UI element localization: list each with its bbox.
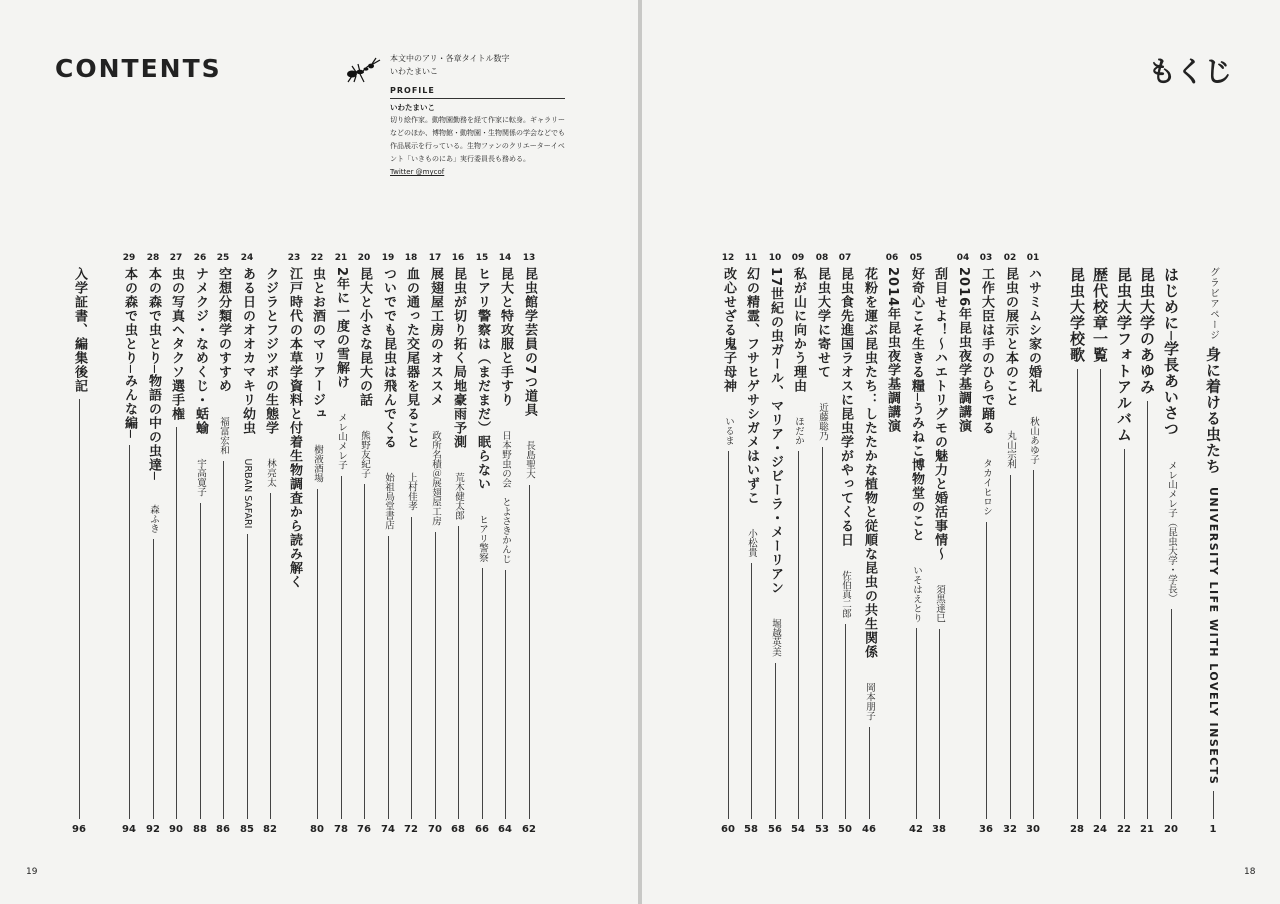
entry-text <box>447 267 469 520</box>
entry-number: 07 <box>838 253 852 263</box>
entry-title: 歴代校章一覧 <box>1091 267 1109 363</box>
entry-text <box>283 267 305 589</box>
feature-entry[interactable] <box>1066 253 1088 835</box>
entry-author: 始祖鳥堂書店 <box>383 463 394 530</box>
entry-title: 血の通った交尾器を見ること <box>404 267 419 449</box>
leader-line <box>411 517 412 820</box>
entry-page-number: 80 <box>310 824 324 835</box>
entry-number: 08 <box>815 253 829 263</box>
entry-text <box>142 267 164 533</box>
entry-author: 須黒達巳 <box>934 575 945 623</box>
entry-author: 長島聖大 <box>524 431 535 479</box>
leader-line <box>1147 401 1148 819</box>
leader-line <box>1100 369 1101 819</box>
entry-author: 樹液酒場 <box>312 435 323 483</box>
entry-title: ハサミムシ家の婚礼 <box>1026 267 1041 393</box>
right-toc-entry[interactable] <box>975 253 997 835</box>
entry-text <box>494 267 516 564</box>
leader-line <box>751 563 752 819</box>
entry-text <box>189 267 211 497</box>
entry-author: いるま <box>723 407 734 445</box>
entry-number: 22 <box>310 253 324 263</box>
entry-title: クジラとフジツボの生態学 <box>263 267 278 435</box>
entry-text <box>377 267 399 530</box>
entry-title: 好奇心こそ生きる糧─うみねこ博物堂のこと <box>909 267 924 542</box>
entry-text <box>165 267 187 421</box>
entry-page-number: 96 <box>72 824 86 835</box>
entry-number: 16 <box>451 253 465 263</box>
entry-text <box>740 267 762 557</box>
entry-title: 2016年昆虫夜学基調講演 <box>956 267 971 434</box>
entry-page-number: 64 <box>498 824 512 835</box>
entry-page-number: 60 <box>721 824 735 835</box>
entry-author: 宇高寛子 <box>195 449 206 497</box>
entry-number: 18 <box>404 253 418 263</box>
entry-page-number: 28 <box>1070 824 1084 835</box>
entry-author: 荒木健太郎 <box>453 463 464 520</box>
entry-text <box>905 267 927 622</box>
illustration-credit <box>390 52 510 78</box>
entry-text <box>306 267 328 483</box>
leader-line <box>505 570 506 820</box>
entry-text <box>1160 267 1182 603</box>
entry-number: 06 <box>885 253 899 263</box>
entry-title: 昆大と特攻服と手すり <box>498 267 513 407</box>
entry-text <box>952 267 974 433</box>
entry-page-number: 50 <box>838 824 852 835</box>
entry-number: 12 <box>721 253 735 263</box>
leader-line <box>1213 791 1214 819</box>
left-toc-entry[interactable] <box>424 253 446 835</box>
entry-title: 虫の写真ヘタクソ選手権 <box>169 267 184 421</box>
entry-title: 昆虫の展示と本のこと <box>1003 267 1018 407</box>
entry-number: 15 <box>475 253 489 263</box>
entry-author: タカイヒロシ <box>981 449 992 516</box>
entry-text <box>811 267 833 441</box>
entry-text <box>1113 267 1135 443</box>
left-page <box>0 0 638 904</box>
leader-line <box>1077 369 1078 819</box>
right-toc-entry[interactable] <box>881 253 903 835</box>
entry-page-number: 86 <box>216 824 230 835</box>
entry-title: 17世紀の虫ガール、マリア・ジビーラ・メーリアン <box>768 267 783 596</box>
entry-author: ほだか <box>793 407 804 445</box>
entry-author: 岡本朋子 <box>864 673 875 721</box>
profile-name: いわたまいこ <box>390 103 435 112</box>
ant-icon <box>346 54 386 84</box>
gravure-label: グラビアページ <box>1208 267 1219 341</box>
leader-line <box>388 536 389 820</box>
right-toc-entry[interactable] <box>905 253 927 835</box>
left-toc-entry[interactable] <box>353 253 375 835</box>
right-toc-entry[interactable] <box>999 253 1021 835</box>
page-number-left: 19 <box>26 867 38 877</box>
entry-text <box>1022 267 1044 464</box>
profile-text: 切り絵作家。動物園勤務を経て作家に転身。ギャラリーなどのほか、博物館・動物園・生物関係の学会などでも作品展示を行っている。生物ファンのクリエーターイベント「いきものにあ」実行委員長も務める。 <box>390 116 565 163</box>
entry-page-number: 54 <box>791 824 805 835</box>
right-toc-entry[interactable] <box>811 253 833 835</box>
leader-line <box>223 461 224 820</box>
profile-heading: PROFILE <box>390 84 565 99</box>
leader-line <box>1124 449 1125 819</box>
leader-line <box>1171 609 1172 819</box>
entry-title: ヒアリ警察は（まだまだ）眠らない <box>475 267 490 491</box>
leader-line <box>482 568 483 819</box>
entry-page-number: 62 <box>522 824 536 835</box>
entry-page-number: 90 <box>169 824 183 835</box>
entry-author: 佐伯真二郎 <box>840 561 851 618</box>
entry-number: 11 <box>744 253 758 263</box>
entry-title: 本の森で虫とり─物語の中の虫達─ <box>146 267 161 481</box>
entry-author: 福富宏和 <box>218 407 229 455</box>
entry-author: 小松貴 <box>746 519 757 557</box>
leader-line <box>775 663 776 819</box>
entry-text <box>471 267 493 562</box>
entry-title: 花粉を運ぶ昆虫たち：したたかな植物と従順な昆虫の共生関係 <box>862 267 877 659</box>
entry-author: 堀越英美 <box>770 609 781 657</box>
left-toc-entry[interactable] <box>330 253 352 835</box>
entry-title: 虫とお酒のマリアージュ <box>310 267 325 421</box>
entry-page-number: 32 <box>1003 824 1017 835</box>
entry-page-number: 70 <box>428 824 442 835</box>
entry-text <box>975 267 997 516</box>
entry-page-number: 22 <box>1117 824 1131 835</box>
entry-text <box>259 267 281 487</box>
entry-page-number: 88 <box>193 824 207 835</box>
entry-page-number: 46 <box>862 824 876 835</box>
left-toc-entry[interactable] <box>400 253 422 835</box>
entry-title: 空想分類学のすすめ <box>216 267 231 393</box>
entry-author: ヒアリ警察 <box>477 505 488 562</box>
entry-title: 2年に一度の雪解け <box>334 267 349 390</box>
credit-line-1: 本文中のアリ・各章タイトル数字 <box>390 54 510 63</box>
entry-page-number: 38 <box>932 824 946 835</box>
entry-author: URBAN SAFARI <box>242 449 253 529</box>
entry-page-number: 20 <box>1164 824 1178 835</box>
entry-title: 身に着ける虫たち <box>1204 346 1222 475</box>
entry-number: 01 <box>1026 253 1040 263</box>
entry-text <box>518 267 540 479</box>
right-page <box>642 0 1280 904</box>
entry-number: 25 <box>216 253 230 263</box>
entry-text <box>212 267 234 455</box>
entry-text <box>1089 267 1111 363</box>
left-toc-entry[interactable] <box>494 253 516 835</box>
left-toc-entry[interactable] <box>165 253 187 835</box>
entry-page-number: 76 <box>357 824 371 835</box>
leader-line <box>939 629 940 820</box>
entry-text <box>928 267 950 623</box>
mokuji-title: もくじ <box>1148 55 1233 88</box>
entry-author: 丸山宗利 <box>1005 421 1016 469</box>
entry-number: 04 <box>956 253 970 263</box>
entry-author: 近藤聡乃 <box>817 393 828 441</box>
entry-text <box>787 267 809 445</box>
leader-line <box>79 399 80 819</box>
entry-title: 入学証書、編集後記 <box>72 267 87 393</box>
entry-title: 昆虫が切り拓く局地豪雨予測 <box>451 267 466 449</box>
leader-line <box>529 485 530 819</box>
entry-author: 森ふき <box>148 494 159 533</box>
leader-line <box>798 451 799 819</box>
left-toc-entry[interactable] <box>212 253 234 835</box>
left-toc-entry[interactable] <box>189 253 211 835</box>
gravure-entry[interactable] <box>1202 253 1224 835</box>
left-toc-entry[interactable] <box>471 253 493 835</box>
left-toc-entry[interactable] <box>518 253 540 835</box>
left-toc-entry[interactable] <box>306 253 328 835</box>
entry-title: ついででも昆虫は飛んでくる <box>381 267 396 449</box>
entry-title: ある日のオオカマキリ幼虫 <box>240 267 255 435</box>
right-toc-entry[interactable] <box>1022 253 1044 835</box>
contents-title: CONTENTS <box>55 54 222 83</box>
leader-line <box>247 534 248 819</box>
entry-title: 刮目せよ！〜ハエトリグモの魅力と婚活事情〜 <box>932 267 947 561</box>
leader-line <box>822 447 823 820</box>
entry-page-number: 85 <box>240 824 254 835</box>
credit-line-2: いわたまいこ <box>390 67 438 76</box>
entry-page-number: 36 <box>979 824 993 835</box>
leader-line <box>153 539 154 819</box>
entry-page-number: 42 <box>909 824 923 835</box>
leader-line <box>341 476 342 819</box>
leader-line <box>845 624 846 819</box>
entry-text <box>353 267 375 478</box>
entry-text <box>1066 267 1088 363</box>
entry-title: 本の森で虫とり─みんな編─ <box>122 267 137 439</box>
leader-line <box>1010 475 1011 820</box>
entry-page-number: 66 <box>475 824 489 835</box>
entry-title: 幻の精霊、フサヒゲサシガメはいずこ <box>744 267 759 505</box>
leader-line <box>270 493 271 819</box>
entry-page-number: 58 <box>744 824 758 835</box>
entry-page-number: 1 <box>1209 824 1217 835</box>
entry-page-number: 30 <box>1026 824 1040 835</box>
entry-author: 上村佳孝 <box>406 463 417 511</box>
entry-title: 昆虫大学フォトアルバム <box>1115 267 1133 443</box>
entry-title: 工作大臣は手のひらで踊る <box>979 267 994 435</box>
leader-line <box>1033 470 1034 819</box>
leader-line <box>176 427 177 819</box>
profile-block <box>390 84 565 179</box>
entry-title: 江戸時代の本草学資料と付着生物調査から読み解く <box>287 267 302 589</box>
entry-title: 展翅屋工房のオススメ <box>428 267 443 407</box>
right-toc-entry[interactable] <box>717 253 739 835</box>
entry-text <box>118 267 140 439</box>
entry-number: 23 <box>287 253 301 263</box>
leader-line <box>317 489 318 820</box>
entry-author: 日本野虫の会 とよさきかんじ <box>500 421 511 564</box>
left-toc-entry[interactable] <box>68 253 90 835</box>
leader-line <box>200 503 201 820</box>
feature-entry[interactable] <box>1089 253 1111 835</box>
entry-title: 昆虫館学芸員の7つ道具 <box>522 267 537 418</box>
entry-text <box>1136 267 1158 395</box>
right-toc-entry[interactable] <box>764 253 786 835</box>
entry-text <box>68 267 90 393</box>
entry-title: 昆虫大学のあゆみ <box>1138 267 1156 395</box>
entry-page-number: 56 <box>768 824 782 835</box>
entry-title: 私が山に向かう理由 <box>791 267 806 393</box>
leader-line <box>728 451 729 819</box>
entry-text <box>834 267 856 618</box>
entry-text <box>764 267 786 657</box>
leader-line <box>986 522 987 820</box>
entry-number: 09 <box>791 253 805 263</box>
entry-page-number: 92 <box>146 824 160 835</box>
entry-page-number: 94 <box>122 824 136 835</box>
entry-text <box>1202 267 1224 785</box>
leader-line <box>129 445 130 819</box>
leader-line <box>364 484 365 819</box>
entry-page-number: 74 <box>381 824 395 835</box>
left-toc-entry[interactable] <box>259 253 281 835</box>
entry-title: はじめに─学長あいさつ <box>1162 267 1180 438</box>
entry-number: 28 <box>146 253 160 263</box>
left-toc-entry[interactable] <box>118 253 140 835</box>
entry-number: 27 <box>169 253 183 263</box>
feature-entry[interactable] <box>1113 253 1135 835</box>
entry-text <box>717 267 739 445</box>
entry-author: メレ山メレ子（昆虫大学・学長） <box>1166 451 1177 604</box>
left-toc-entry[interactable] <box>447 253 469 835</box>
entry-title: 昆大と小さな昆大の話 <box>357 267 372 407</box>
page-number-right: 18 <box>1244 867 1256 877</box>
entry-number: 20 <box>357 253 371 263</box>
left-toc-entry[interactable] <box>236 253 258 835</box>
entry-number: 13 <box>522 253 536 263</box>
entry-author: メレ山メレ子 <box>336 403 347 470</box>
entry-text <box>400 267 422 511</box>
entry-author: 林亮太 <box>265 449 276 487</box>
entry-text <box>881 267 903 433</box>
entry-text <box>858 267 880 721</box>
twitter-link[interactable]: Twitter @mycof <box>390 168 445 176</box>
entry-page-number: 78 <box>334 824 348 835</box>
entry-title: 2014年昆虫夜学基調講演 <box>885 267 900 434</box>
right-toc-entry[interactable] <box>740 253 762 835</box>
feature-entry[interactable] <box>1160 253 1182 835</box>
leader-line <box>916 628 917 819</box>
feature-entry[interactable] <box>1136 253 1158 835</box>
entry-number: 10 <box>768 253 782 263</box>
entry-text <box>424 267 446 526</box>
entry-text <box>236 267 258 528</box>
entry-number: 03 <box>979 253 993 263</box>
entry-number: 17 <box>428 253 442 263</box>
left-toc-entry[interactable] <box>142 253 164 835</box>
entry-number: 14 <box>498 253 512 263</box>
entry-page-number: 68 <box>451 824 465 835</box>
left-toc-entry[interactable] <box>283 253 305 835</box>
right-toc-entry[interactable] <box>952 253 974 835</box>
right-toc-entry[interactable] <box>928 253 950 835</box>
entry-page-number: 53 <box>815 824 829 835</box>
entry-number: 02 <box>1003 253 1017 263</box>
entry-number: 29 <box>122 253 136 263</box>
right-toc-entry[interactable] <box>787 253 809 835</box>
entry-author: 熊野友紀子 <box>359 421 370 478</box>
right-toc-entry[interactable] <box>834 253 856 835</box>
entry-number: 26 <box>193 253 207 263</box>
entry-page-number: 24 <box>1093 824 1107 835</box>
entry-author: いそはえとり <box>911 555 922 623</box>
leader-line <box>869 727 870 820</box>
entry-number: 24 <box>240 253 254 263</box>
entry-page-number: 72 <box>404 824 418 835</box>
entry-title: 改心せざる鬼子母神 <box>721 267 736 393</box>
leader-line <box>435 532 436 820</box>
entry-title: 昆虫大学に寄せて <box>815 267 830 379</box>
left-toc-entry[interactable] <box>377 253 399 835</box>
entry-page-number: 82 <box>263 824 277 835</box>
leader-line <box>458 526 459 819</box>
gravure-english-title: UNIVERSITY LIFE WITH LOVELY INSECTS <box>1207 474 1220 786</box>
entry-text <box>330 267 352 470</box>
entry-title: ナメクジ・なめくじ・蛞蝓 <box>193 267 208 435</box>
entry-title: 昆虫食先進国ラオスに昆虫学がやってくる日 <box>838 267 853 547</box>
entry-author: 政所名積＠展翅屋工房 <box>430 421 441 526</box>
right-toc-entry[interactable] <box>858 253 880 835</box>
entry-author: 秋山あゆ子 <box>1028 407 1039 464</box>
entry-title: 昆虫大学校歌 <box>1068 267 1086 363</box>
entry-page-number: 21 <box>1140 824 1154 835</box>
entry-number: 05 <box>909 253 923 263</box>
entry-text <box>999 267 1021 469</box>
entry-number: 19 <box>381 253 395 263</box>
entry-number: 21 <box>334 253 348 263</box>
